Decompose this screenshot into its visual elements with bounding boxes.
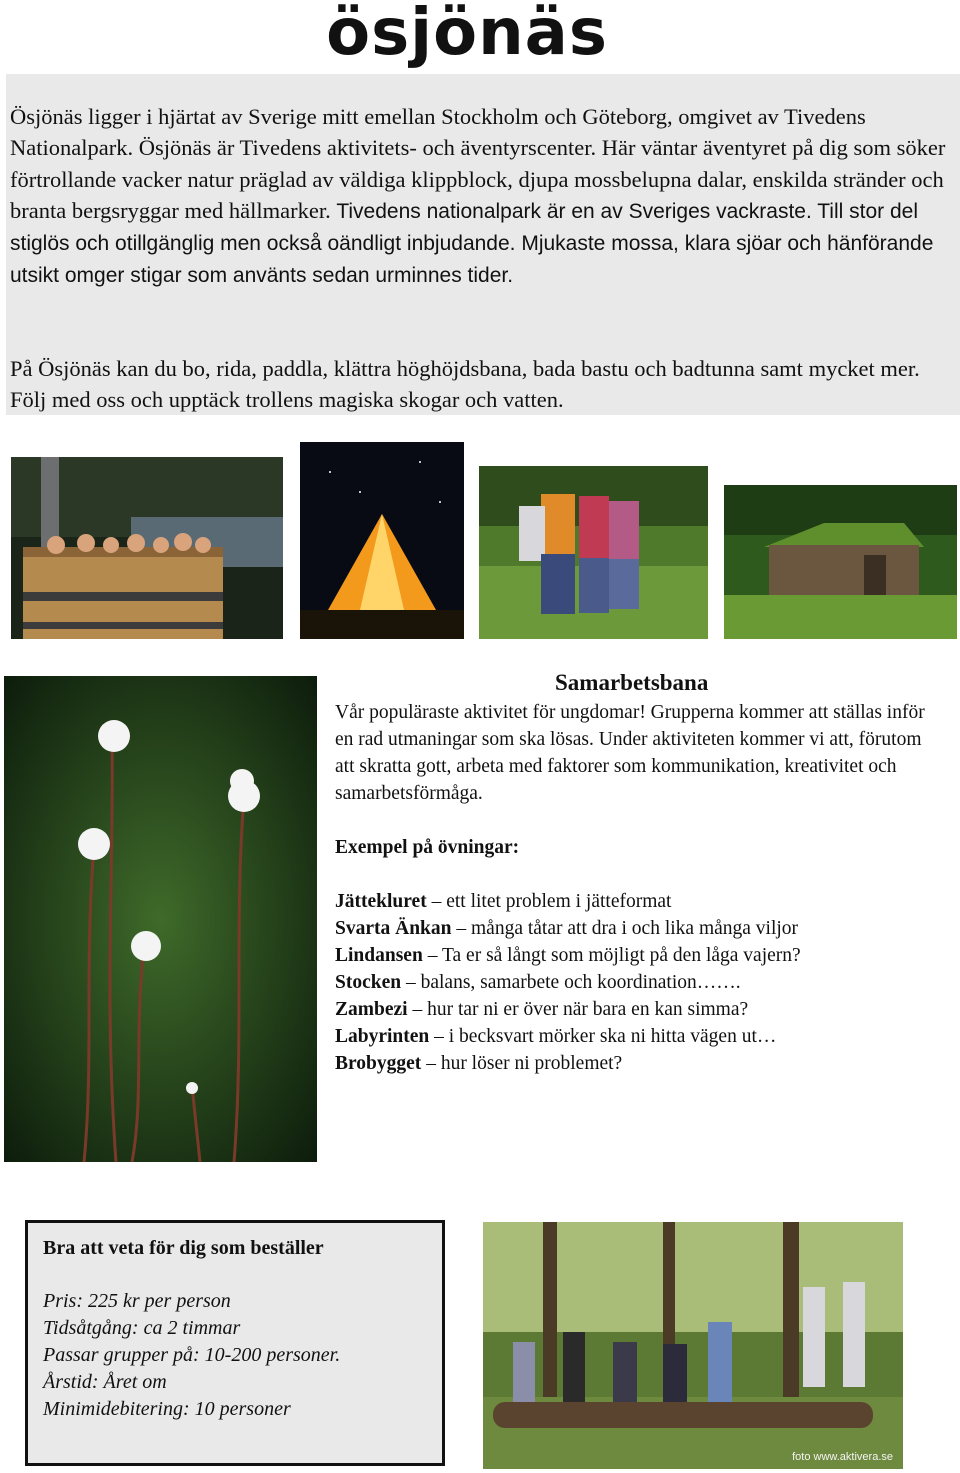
photo-credit: foto www.aktivera.se xyxy=(792,1451,893,1463)
info-list xyxy=(43,1288,340,1423)
photo-group-outdoor xyxy=(479,466,708,639)
photo-hot-tub xyxy=(11,457,283,639)
example-item: Zambezi – hur tar ni er över när bara en kan simma? xyxy=(335,999,749,1020)
example-item: Jättekluret – ett litet problem i jätteformat xyxy=(335,891,672,912)
info-title: Bra att veta för dig som beställer xyxy=(43,1237,324,1259)
info-item: Minimidebitering: 10 personer xyxy=(43,1398,291,1420)
info-item: Tidsåtgång: ca 2 timmar xyxy=(43,1317,241,1339)
example-item: Labyrinten – i becksvart mörker ska ni hitta vägen ut… xyxy=(335,1026,777,1047)
example-item: Stocken – balans, samarbete och koordination……. xyxy=(335,972,741,993)
info-item: Årstid: Året om xyxy=(43,1371,167,1393)
photo-tent-night xyxy=(300,442,464,639)
intro-paragraph-1 xyxy=(10,101,958,292)
activity-section xyxy=(335,699,945,1077)
examples-list xyxy=(335,888,945,1077)
logo: ösjönäs xyxy=(326,0,608,70)
example-item: Lindansen – Ta er så långt som möjligt på den låga vajern? xyxy=(335,945,801,966)
examples-title: Exempel på övningar: xyxy=(335,837,520,858)
activity-description: Vår populäraste aktivitet för ungdomar! Grupperna kommer att ställas inför en rad utmaningar som ska lösas. Under aktiviteten kommer vi att, förutom att skratta gott, arbeta med faktorer som kommunikation, kreativitet och samarbetsförmåga. xyxy=(335,702,925,804)
intro-box xyxy=(6,74,960,415)
intro-paragraph-2: På Ösjönäs kan du bo, rida, paddla, klättra höghöjdsbana, bada bastu och badtunna samt mycket mer. Följ med oss och upptäck trollens magiska skogar och vatten. xyxy=(10,356,920,413)
activity-title: Samarbetsbana xyxy=(555,670,709,695)
photo-log-cabin xyxy=(724,485,957,639)
info-box xyxy=(25,1220,445,1466)
example-item: Svarta Änkan – många tåtar att dra i och lika många viljor xyxy=(335,918,799,939)
photo-white-flowers xyxy=(4,676,317,1162)
info-item: Passar grupper på: 10-200 personer. xyxy=(43,1344,341,1366)
photo-log-balance xyxy=(483,1222,903,1469)
example-item: Brobygget – hur löser ni problemet? xyxy=(335,1053,623,1074)
intro-sentence-1: Ösjönäs ligger i hjärtat av Sverige mitt emellan Stockholm och Göteborg, omgivet av Tivedens Nationalpark. Ösjönäs är Tivedens aktivitets- och äventyrscenter. Här väntar äventyret på dig som söker förtrollande vacker natur präglad av väldiga klippblock, djupa mossbelupna dalar, enskilda stränder och branta bergsryggar med hällmarker. xyxy=(10,104,946,223)
intro-sentence-2: Tivedens nationalpark är en av Sveriges vackraste. Till stor del stiglös och otillgänglig men också oändligt inbjudande. Mjukaste mossa, klara sjöar och hänförande utsikt omger stigar som använts sedan urminnes tider. xyxy=(10,199,934,288)
info-item: Pris: 225 kr per person xyxy=(43,1290,231,1312)
